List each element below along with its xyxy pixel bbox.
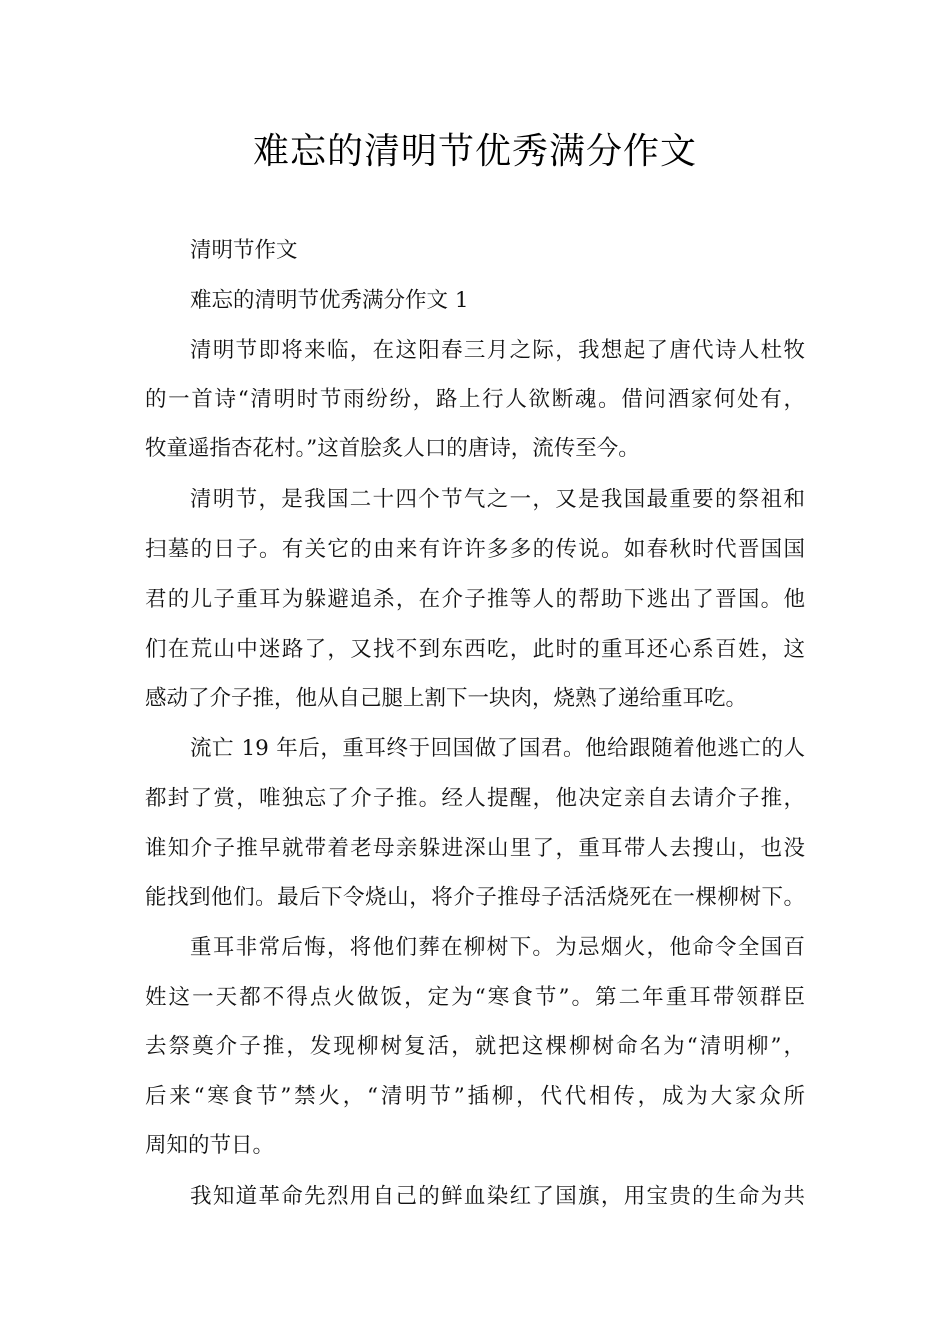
paragraph-3-line (0, 824, 950, 873)
paragraph-text: 清明节即将来临，在这阳春三月之际，我想起了唐代诗人杜牧 (190, 338, 805, 363)
paragraph-text: 的一首诗“清明时节雨纷纷，路上行人欲断魂。借问酒家何处有， (145, 387, 805, 412)
paragraph-1-line (0, 326, 950, 375)
paragraph-4-line (0, 973, 950, 1022)
paragraph-text: 后来“寒食节”禁火，“清明节”插柳，代代相传，成为大家众所 (145, 1084, 805, 1109)
paragraph-4-line (0, 1072, 950, 1121)
category-line (0, 226, 950, 275)
paragraph-text: 牧童遥指杏花村。”这首脍炙人口的唐诗，流传至今。 (145, 436, 640, 461)
paragraph-2-line (0, 475, 950, 524)
paragraph-text: 重耳非常后悔，将他们葬在柳树下。为忌烟火，他命令全国百 (190, 935, 805, 960)
paragraph-text: 能找到他们。最后下令烧山，将介子推母子活活烧死在一棵柳树下。 (145, 885, 805, 910)
paragraph-2-line (0, 525, 950, 574)
paragraph-text: 周知的节日。 (145, 1133, 275, 1158)
paragraph-3-line (0, 873, 950, 922)
paragraph-5-line (0, 1172, 950, 1221)
paragraph-text: 谁知介子推早就带着老母亲躲进深山里了，重耳带人去搜山，也没 (145, 836, 805, 861)
paragraph-text: 清明节，是我国二十四个节气之一，又是我国最重要的祭祖和 (190, 487, 805, 512)
paragraph-4-line (0, 923, 950, 972)
document-title: 难忘的清明节优秀满分作文 (252, 131, 697, 172)
paragraph-3-line (0, 724, 950, 773)
paragraph-text: 我知道革命先烈用自己的鲜血染红了国旗，用宝贵的生命为共 (190, 1184, 805, 1209)
subtitle-line (0, 276, 950, 325)
paragraph-text: 流亡 19 年后，重耳终于回国做了国君。他给跟随着他逃亡的人 (190, 736, 805, 761)
paragraph-2-line (0, 625, 950, 674)
paragraph-text: 君的儿子重耳为躲避追杀，在介子推等人的帮助下逃出了晋国。他 (145, 587, 805, 612)
paragraph-text: 去祭奠介子推，发现柳树复活，就把这棵柳树命名为“清明柳”， (145, 1034, 805, 1059)
paragraph-text: 扫墓的日子。有关它的由来有许许多多的传说。如春秋时代晋国国 (145, 537, 805, 562)
paragraph-3-line (0, 774, 950, 823)
paragraph-4-line (0, 1121, 950, 1170)
paragraph-text: 姓这一天都不得点火做饭，定为“寒食节”。第二年重耳带领群臣 (145, 985, 805, 1010)
paragraph-1-line (0, 375, 950, 424)
paragraph-text: 感动了介子推，他从自己腿上割下一块肉，烧熟了递给重耳吃。 (145, 686, 748, 711)
paragraph-4-line (0, 1022, 950, 1071)
essay-subtitle: 难忘的清明节优秀满分作文 1 (190, 288, 469, 313)
paragraph-2-line (0, 575, 950, 624)
paragraph-2-line (0, 674, 950, 723)
category-label: 清明节作文 (190, 238, 298, 263)
paragraph-text: 们在荒山中迷路了，又找不到东西吃，此时的重耳还心系百姓，这 (145, 637, 805, 662)
paragraph-1-line (0, 424, 950, 473)
paragraph-text: 都封了赏，唯独忘了介子推。经人提醒，他决定亲自去请介子推， (145, 786, 805, 811)
